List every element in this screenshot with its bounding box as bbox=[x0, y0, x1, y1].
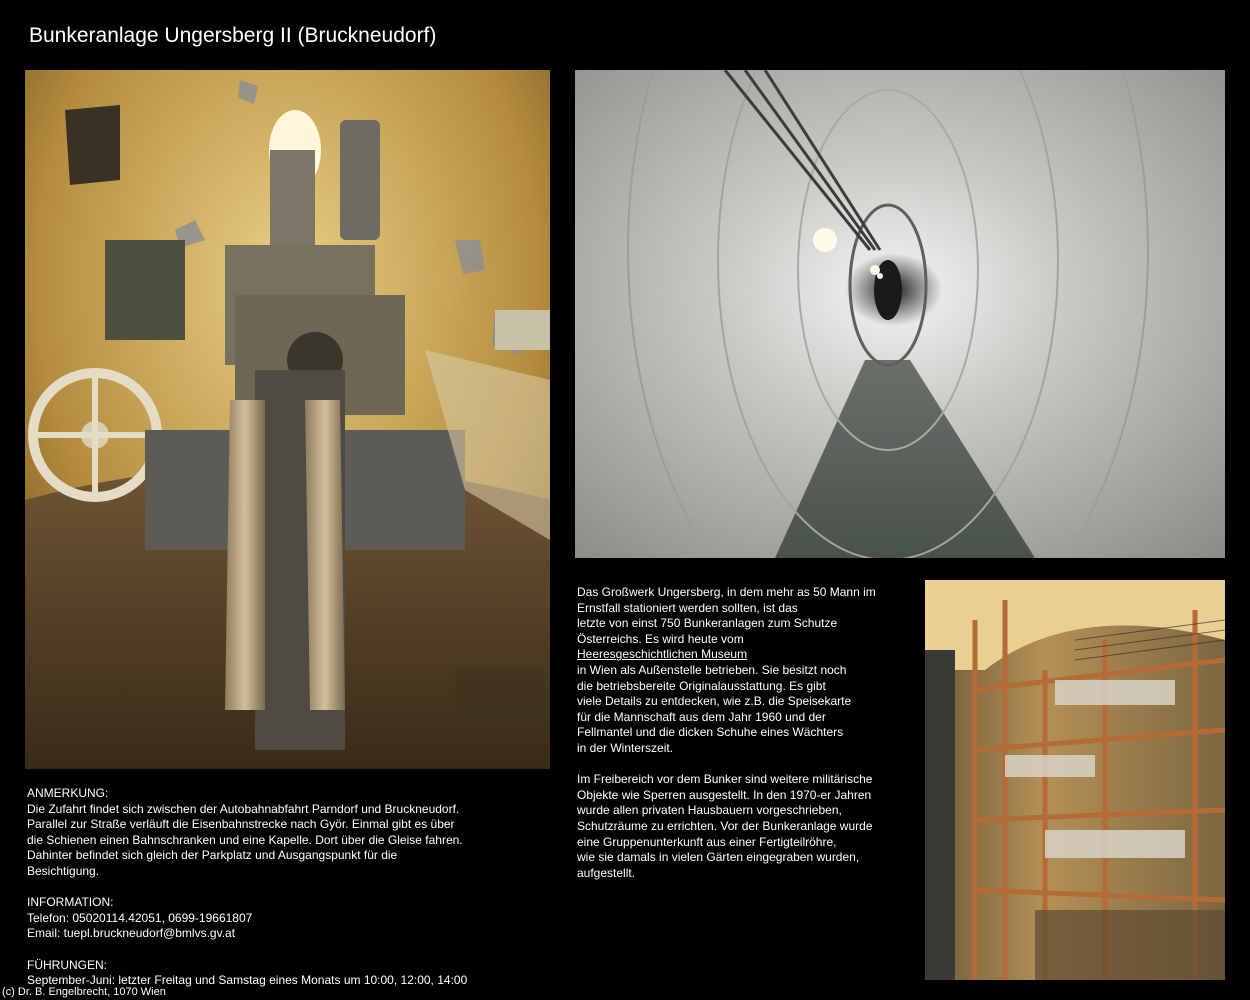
museum-link[interactable]: Heeresgeschichtlichen Museum bbox=[577, 647, 748, 662]
fuehrungen-line: September-Juni: letzter Freitag und Samstag eines Monats um 10:00, 12:00, 14:00 bbox=[27, 973, 468, 988]
desc-line: wie sie damals in vielen Gärten eingegraben wurden, bbox=[577, 850, 860, 865]
desc-line: letzte von einst 750 Bunkeranlagen zum Schutze bbox=[577, 616, 838, 631]
desc-line: Im Freibereich vor dem Bunker sind weitere militärische bbox=[577, 772, 873, 787]
desc-line: die betriebsbereite Originalausstattung. Es gibt bbox=[577, 678, 826, 693]
page-title: Bunkeranlage Ungersberg II (Bruckneudorf) bbox=[29, 24, 437, 47]
desc-line: für die Mannschaft aus dem Jahr 1960 und der bbox=[577, 709, 826, 724]
desc-line: Fellmantel und die dicken Schuhe eines Wächters bbox=[577, 725, 844, 740]
anmerkung-heading: ANMERKUNG: bbox=[27, 786, 109, 800]
anmerkung-line: die Schienen einen Bahnschranken und eine Kapelle. Dort über die Gleise fahren. bbox=[27, 832, 463, 847]
desc-line: eine Gruppenunterkunft aus einer Fertigteilröhre, bbox=[577, 834, 837, 849]
desc-line: Das Großwerk Ungersberg, in dem mehr as 50 Mann im bbox=[577, 585, 876, 599]
desc-line: in der Winterszeit. bbox=[577, 740, 674, 755]
tunnel-photo[interactable] bbox=[575, 70, 1225, 558]
anmerkung-line: Die Zufahrt findet sich zwischen der Autobahnabfahrt Parndorf und Bruckneudorf. bbox=[27, 801, 460, 816]
gun-photo[interactable] bbox=[25, 70, 550, 769]
bunks-photo[interactable] bbox=[925, 580, 1225, 980]
telefon-line: Telefon: 05020114.42051, 0699-19661807 bbox=[27, 910, 253, 925]
anmerkung-line: Besichtigung. bbox=[27, 863, 100, 878]
desc-line: Schutzräume zu errichten. Vor der Bunkeranlage wurde bbox=[577, 818, 873, 833]
email-line: Email: tuepl.bruckneudorf@bmlvs.gv.at bbox=[27, 926, 236, 941]
copyright-footer: (c) Dr. B. Engelbrecht, 1070 Wien bbox=[2, 986, 166, 998]
information-heading: INFORMATION: bbox=[27, 895, 114, 910]
desc-line: viele Details zu entdecken, wie z.B. die Speisekarte bbox=[577, 694, 852, 709]
notes-text bbox=[27, 786, 497, 989]
desc-line: wurde allen privaten Hausbauern vorgeschrieben, bbox=[577, 803, 842, 818]
anmerkung-line: Dahinter befindet sich gleich der Parkplatz und Ausgangspunkt für die bbox=[27, 848, 398, 863]
desc-line: Objekte wie Sperren ausgestellt. In den 1970-er Jahren bbox=[577, 787, 872, 802]
description-text bbox=[577, 585, 907, 881]
desc-line: Ernstfall stationiert werden sollten, ist das bbox=[577, 600, 798, 615]
desc-line: in Wien als Außenstelle betrieben. Sie besitzt noch bbox=[577, 662, 847, 677]
desc-line: aufgestellt. bbox=[577, 865, 636, 880]
anmerkung-line: Parallel zur Straße verläuft die Eisenbahnstrecke nach Györ. Einmal gibt es über bbox=[27, 817, 455, 832]
fuehrungen-heading: FÜHRUNGEN: bbox=[27, 957, 107, 972]
desc-line: Österreichs. Es wird heute vom bbox=[577, 631, 744, 646]
